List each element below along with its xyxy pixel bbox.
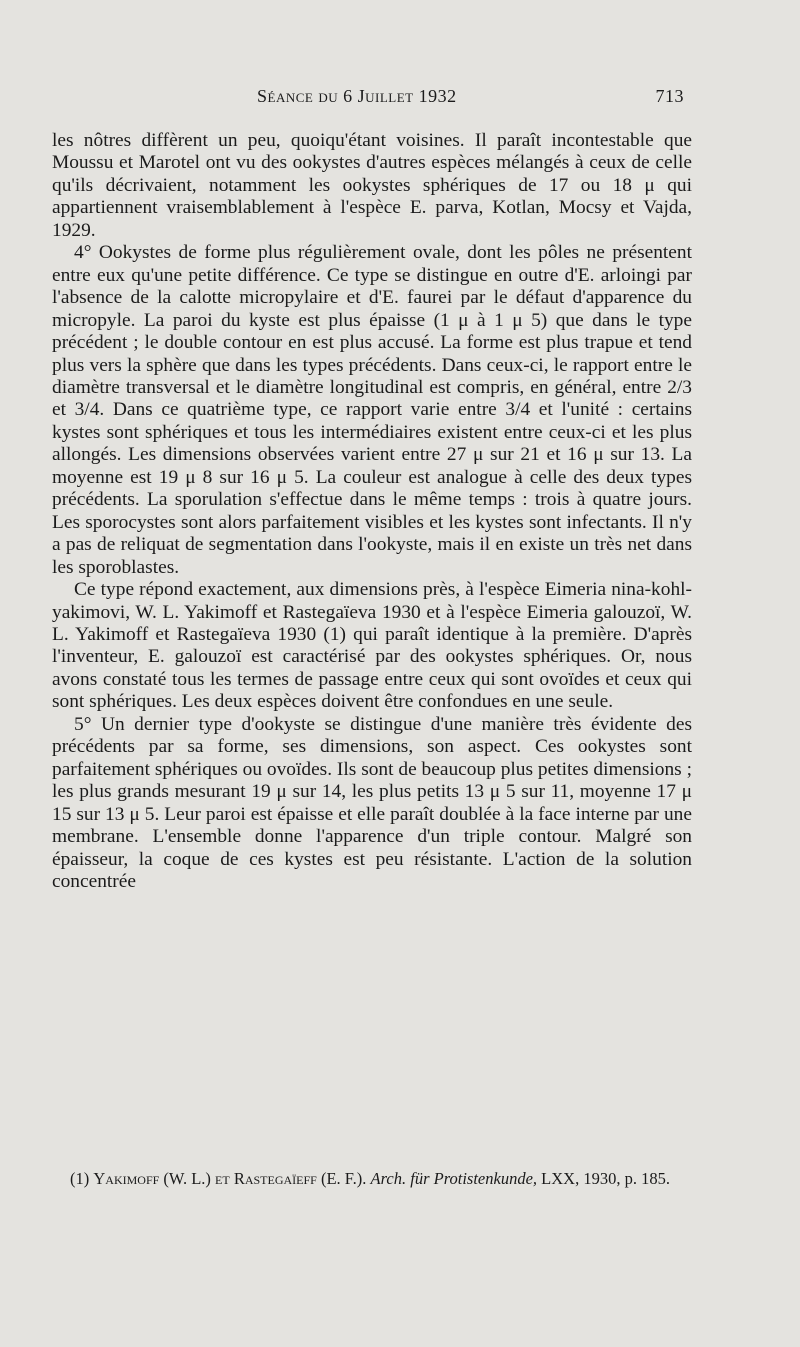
paragraph-3: Ce type répond exactement, aux dimensions près, à l'espèce Eimeria nina-kohl-yakimovi, W. L. Yakimoff et Rastegaïeva 1930 et à l'espèce Eimeria galouzoï, W. L. Yakimoff et Rastegaïeva 1930 (1) qui paraît identique à la première. D'après l'inventeur, E. galouzoï est caractérisé par des ookystes sphériques. Or, nous avons constaté tous les termes de passage entre ceux qui sont ovoïdes et ceux qui sont sphériques. Les deux espèces doivent être confondues en une seule. (52, 579, 692, 713)
page-number: 713 (655, 86, 684, 106)
running-title: Séance du 6 Juillet 1932 (257, 86, 457, 106)
footnote-details: LXX, 1930, p. 185. (541, 1169, 670, 1188)
footnote-marker: (1) (70, 1169, 90, 1188)
running-header (52, 86, 682, 116)
body-text (52, 130, 692, 893)
footnote-text (52, 1168, 692, 1190)
paragraph-4: 5° Un dernier type d'ookyste se distingue d'une manière très évidente des précédents par sa forme, ses dimensions, son aspect. Ces ookystes sont parfaitement sphériques ou ovoïdes. Ils sont de beaucoup plus petites dimensions ; les plus grands mesurant 19 μ sur 14, les plus petits 13 μ 5 sur 11, moyenne 17 μ 15 sur 13 μ 5. Leur paroi est épaisse et elle paraît doublée à la face interne par une membrane. L'ensemble donne l'apparence d'un triple contour. Malgré son épaisseur, la coque de ces kystes est peu résistante. L'action de la solution concentrée (52, 713, 692, 892)
paragraph-2: 4° Ookystes de forme plus régulièrement ovale, dont les pôles ne présentent entre eux qu'une petite différence. Ce type se distingue en outre d'E. arloingi par l'absence de la calotte micropylaire et d'E. faurei par le défaut d'apparence du micropyle. La paroi du kyste est plus épaisse (1 μ à 1 μ 5) que dans le type précédent ; le double contour en est plus accusé. La forme est plus trapue et tend plus vers la sphère que dans les types précédents. Dans ceux-ci, le rapport entre le diamètre transversal et le diamètre longitudinal est compris, en général, entre 2/3 et 3/4. Dans ce quatrième type, ce rapport varie entre 3/4 et l'unité : certains kystes sont sphériques et tous les intermédiaires existent entre ceux-ci et les plus allongés. Les dimensions observées varient entre 27 μ sur 21 et 16 μ sur 13. La moyenne est 19 μ 8 sur 16 μ 5. La couleur est analogue à celle des deux types précédents. La sporulation s'effectue dans le même temps : trois à quatre jours. Les sporocystes sont alors parfaitement visibles et les kystes sont infectants. Il n'y a pas de reliquat de segmentation dans l'ookyste, mais il en existe un très net dans les sporoblastes. (52, 242, 692, 578)
footnote (52, 1168, 692, 1190)
footnote-authors: Yakimoff (W. L.) et Rastegaïeff (E. F.). (93, 1169, 367, 1188)
paragraph-1: les nôtres diffèrent un peu, quoiqu'étant voisines. Il paraît incontestable que Moussu et Marotel ont vu des ookystes d'autres espèces mélangés à ceux de celle qu'ils décrivaient, notamment les ookystes sphériques de 17 ou 18 μ qui appartiennent vraisemblablement à l'espèce E. parva, Kotlan, Mocsy et Vajda, 1929. (52, 130, 692, 241)
footnote-journal: Arch. für Protistenkunde, (370, 1169, 538, 1188)
